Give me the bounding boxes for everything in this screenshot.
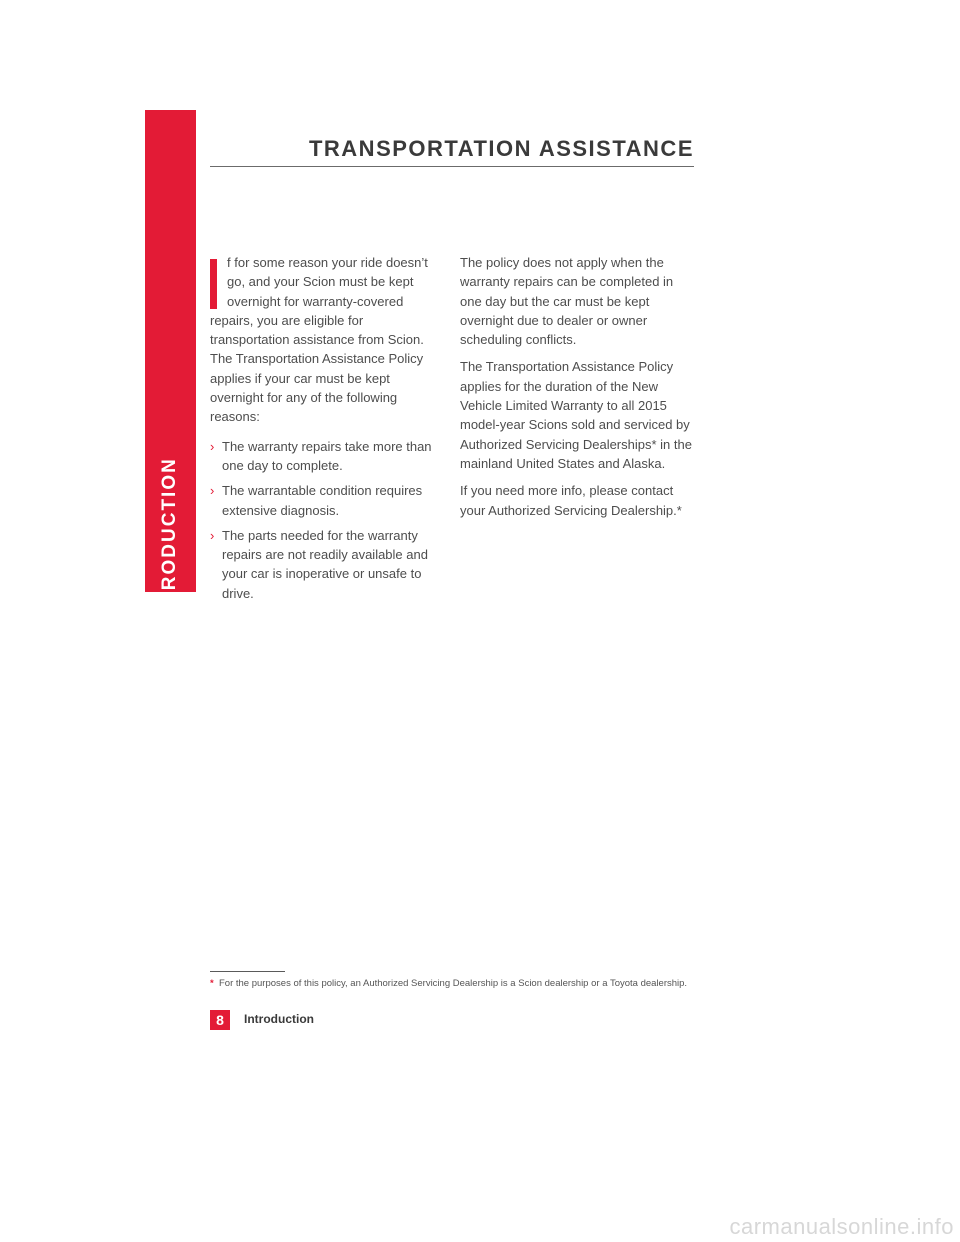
list-item-text: The warrantable condition requires extensive diagnosis. <box>222 483 423 518</box>
chevron-right-icon: › <box>210 438 215 454</box>
footnote-text: For the purposes of this policy, an Authorized Servicing Dealership is a Scion dealership or a Toyota dealership. <box>219 978 688 989</box>
list-item-text: The parts needed for the warranty repairs are not readily available and your car is inoperative or unsafe to drive. <box>222 527 428 601</box>
left-column <box>210 253 440 609</box>
contact-paragraph: If you need more info, please contact your Authorized Servicing Dealership.* <box>460 483 682 518</box>
footnote-divider <box>210 971 285 972</box>
footnote-marker: * <box>210 978 214 989</box>
intro-text: f for some reason your ride doesn’t go, and your Scion must be kept overnight for warranty-covered repairs, you are eligible for transportation assistance from Scion. The Transportation Assistance Policy applies if your car must be kept overnight for any of the following reasons: <box>210 255 428 425</box>
intro-paragraph <box>210 253 440 427</box>
policy-exception-paragraph: The policy does not apply when the warranty repairs can be completed in one day but the car must be kept overnight due to dealer or owner scheduling conflicts. <box>460 255 674 348</box>
section-side-tab-label: INTRODUCTION <box>159 457 180 627</box>
chevron-right-icon: › <box>210 483 215 499</box>
policy-duration-paragraph: The Transportation Assistance Policy applies for the duration of the New Vehicle Limited Warranty to all 2015 model-year Scions sold and serviced by Authorized Servicing Dealerships* in the mainland United States and Alaska. <box>460 359 692 471</box>
list-item <box>210 437 440 476</box>
footnote <box>210 978 689 989</box>
page-number-badge: 8 <box>210 1010 230 1030</box>
list-item-text: The warranty repairs take more than one day to complete. <box>222 438 432 473</box>
reasons-list <box>210 437 440 603</box>
list-item <box>210 481 440 520</box>
title-divider <box>210 166 694 167</box>
footer-section-label: Introduction <box>244 1012 314 1026</box>
watermark: carmanualsonline.info <box>729 1214 954 1239</box>
page-title: TRANSPORTATION ASSISTANCE <box>308 136 694 161</box>
section-side-tab <box>145 110 196 627</box>
drop-cap-letter <box>210 259 217 309</box>
right-column <box>460 253 696 528</box>
chevron-right-icon: › <box>210 527 215 543</box>
list-item <box>210 526 440 603</box>
